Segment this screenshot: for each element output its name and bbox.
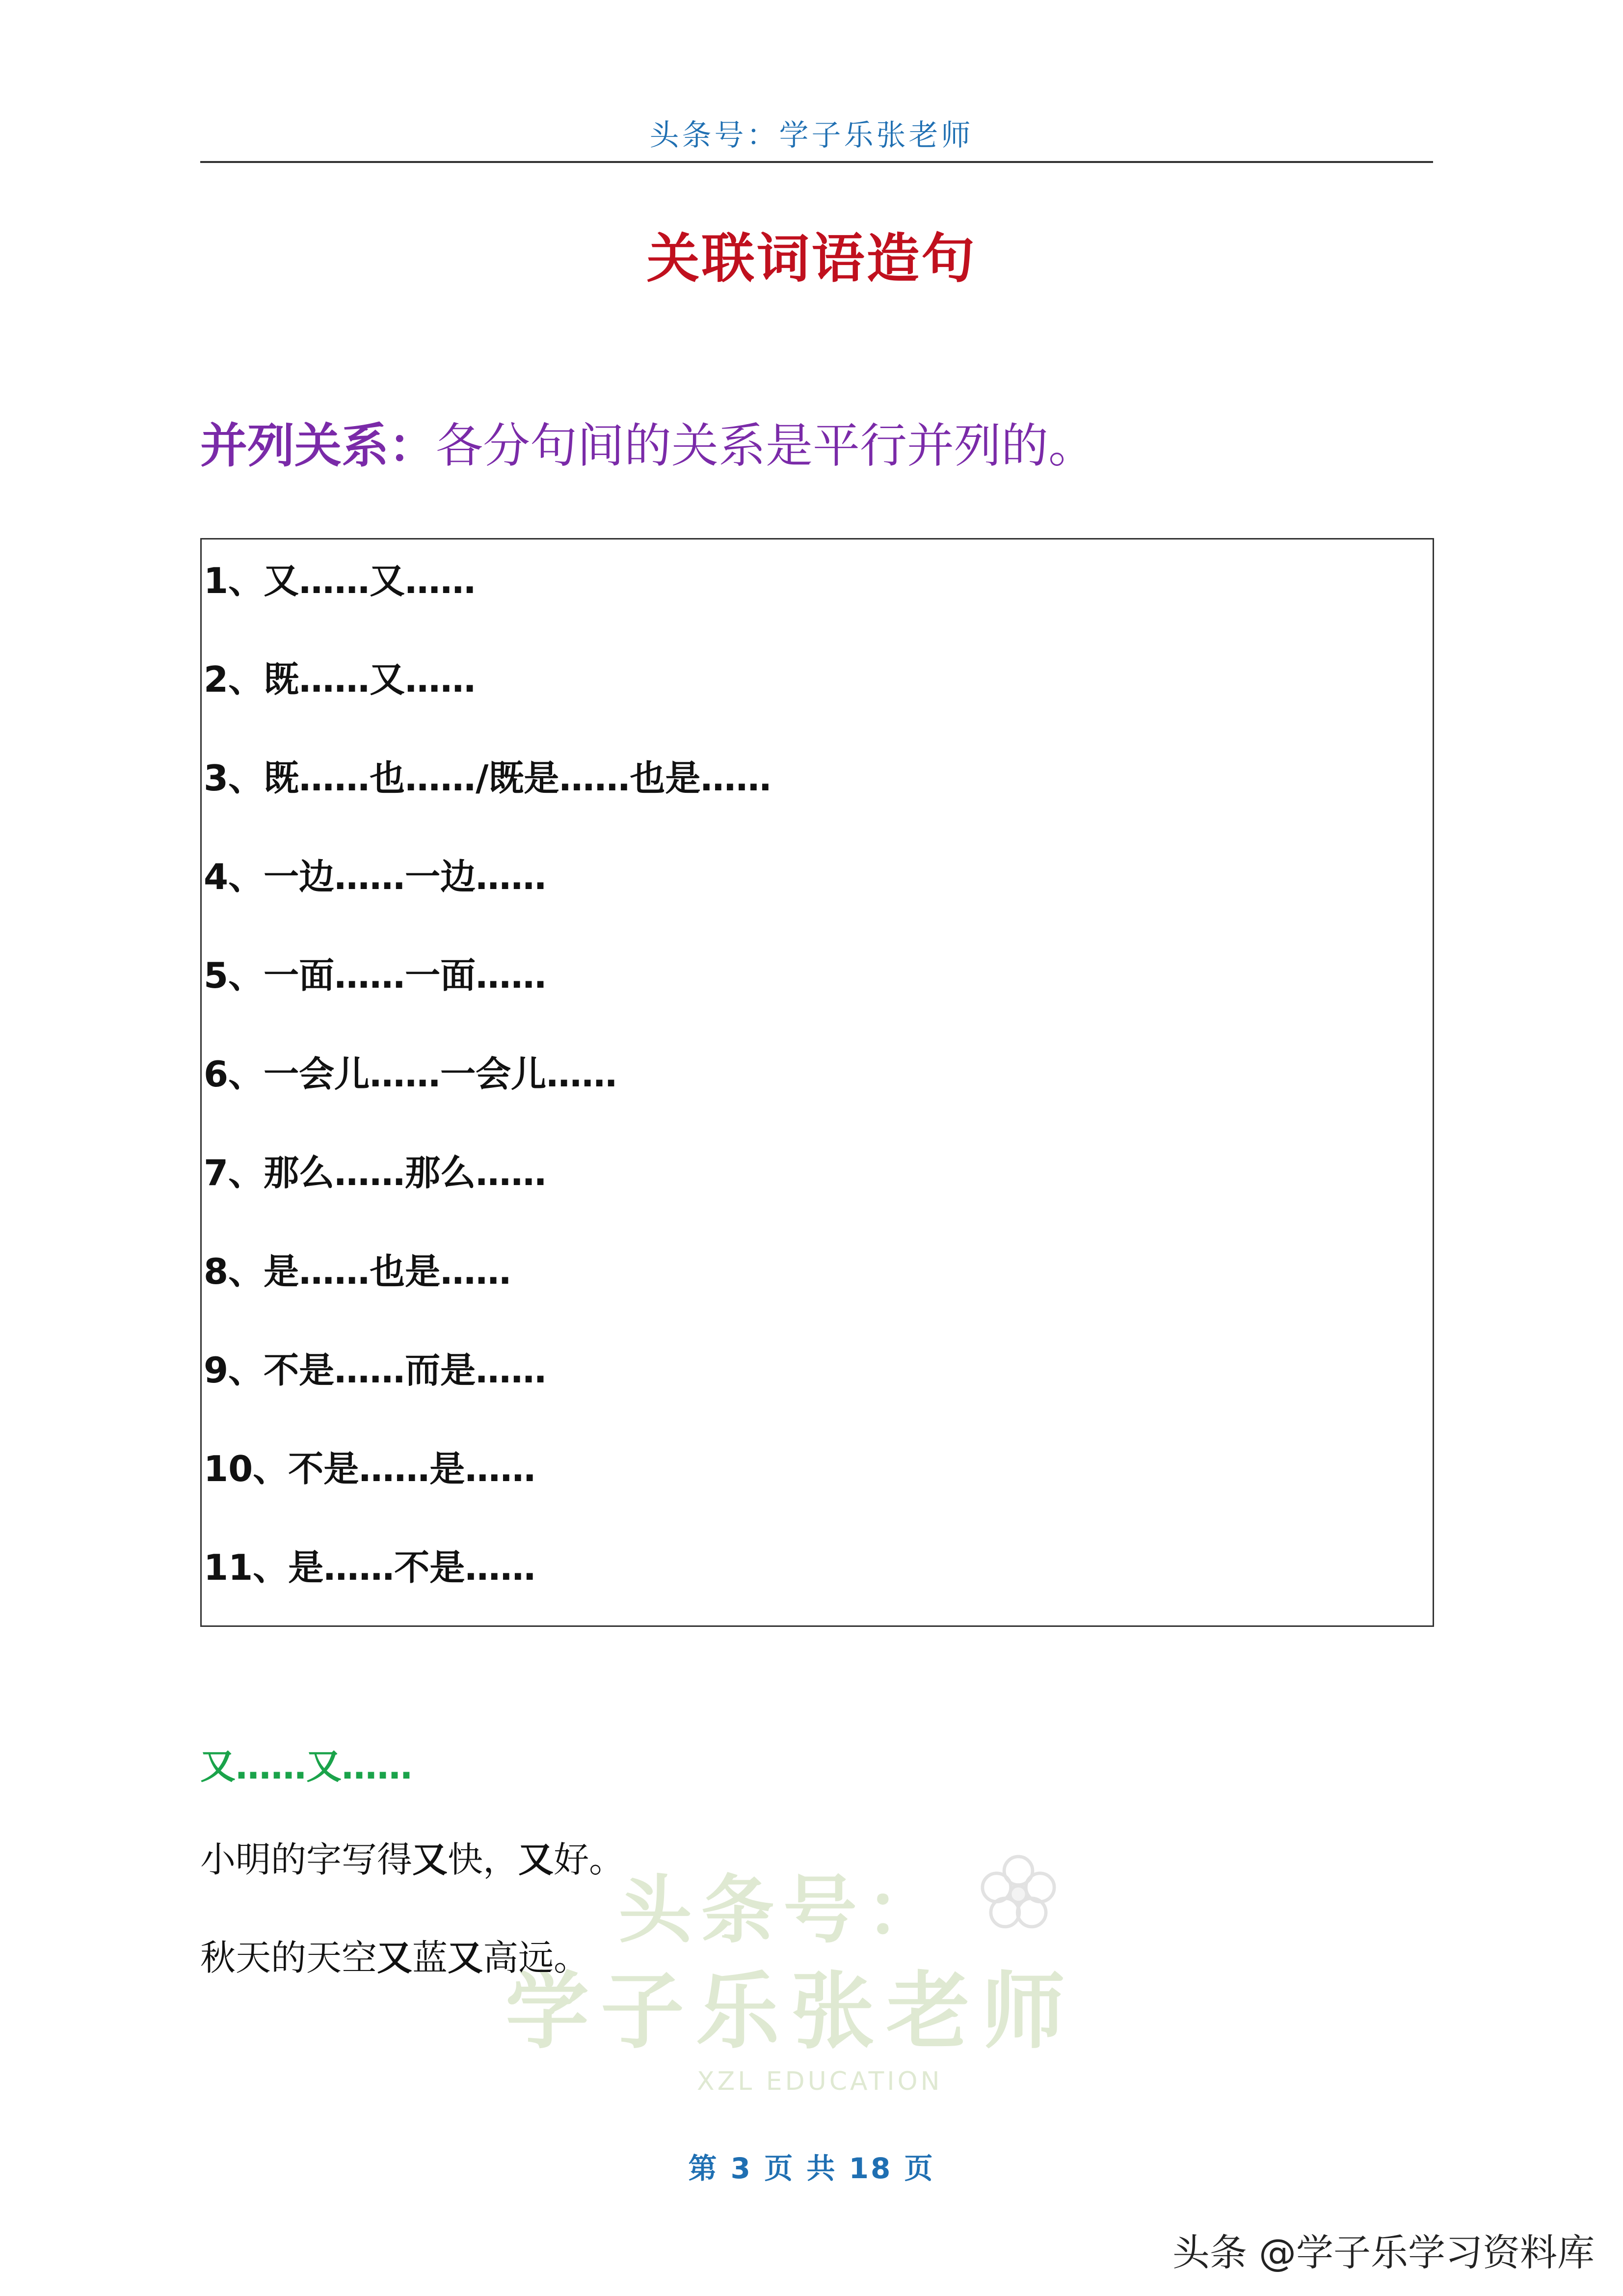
source-credit: 头条 @学子乐学习资料库 bbox=[1172, 2231, 1595, 2274]
section-term: 并列关系： bbox=[200, 418, 436, 473]
list-item: 4、一边……一边…… bbox=[204, 856, 547, 897]
header-divider bbox=[200, 161, 1433, 163]
page-header: 头条号：学子乐张老师 bbox=[649, 118, 974, 153]
example-keyword: 又 bbox=[518, 1839, 554, 1880]
list-item: 10、不是……是…… bbox=[204, 1448, 536, 1489]
list-item: 3、既……也……/既是……也是…… bbox=[204, 757, 772, 799]
watermark bbox=[506, 1851, 1144, 2116]
list-item: 8、是……也是…… bbox=[204, 1251, 511, 1292]
list-item: 5、一面……一面…… bbox=[204, 955, 547, 996]
watermark-line1: 头条号： bbox=[618, 1868, 949, 1953]
watermark-line2: 学子乐张老师 bbox=[506, 1963, 1077, 2060]
example-text: 秋天的天空 bbox=[200, 1937, 377, 1978]
list-item: 11、是……不是…… bbox=[204, 1547, 536, 1588]
example-text: 高远。 bbox=[483, 1937, 589, 1978]
example-text: 小明的字写得 bbox=[200, 1839, 413, 1880]
example-heading: 又……又…… bbox=[200, 1746, 413, 1787]
example-text: 快， bbox=[448, 1839, 519, 1880]
flower-icon bbox=[977, 1851, 1060, 1934]
conjunction-list-box bbox=[200, 538, 1434, 1627]
example-keyword: 又 bbox=[377, 1937, 413, 1978]
list-item: 7、那么……那么…… bbox=[204, 1152, 547, 1193]
example-sentence bbox=[200, 1929, 589, 1980]
example-keyword: 又 bbox=[412, 1839, 448, 1880]
document-title: 关联词语造句 bbox=[646, 228, 977, 290]
list-item: 2、既……又…… bbox=[204, 659, 476, 700]
section-description: 各分句间的关系是平行并列的。 bbox=[436, 418, 1095, 473]
watermark-line3: XZL EDUCATION bbox=[697, 2067, 943, 2096]
list-item: 1、又……又…… bbox=[204, 560, 476, 601]
example-sentence bbox=[200, 1831, 624, 1882]
example-text: 好。 bbox=[554, 1839, 625, 1880]
section-heading bbox=[200, 408, 1095, 476]
example-keyword: 又 bbox=[448, 1937, 483, 1978]
page-number: 第 3 页 共 18 页 bbox=[688, 2152, 935, 2185]
list-item: 9、不是……而是…… bbox=[204, 1350, 547, 1391]
list-item: 6、一会儿……一会儿…… bbox=[204, 1053, 617, 1095]
example-text: 蓝 bbox=[412, 1937, 448, 1978]
